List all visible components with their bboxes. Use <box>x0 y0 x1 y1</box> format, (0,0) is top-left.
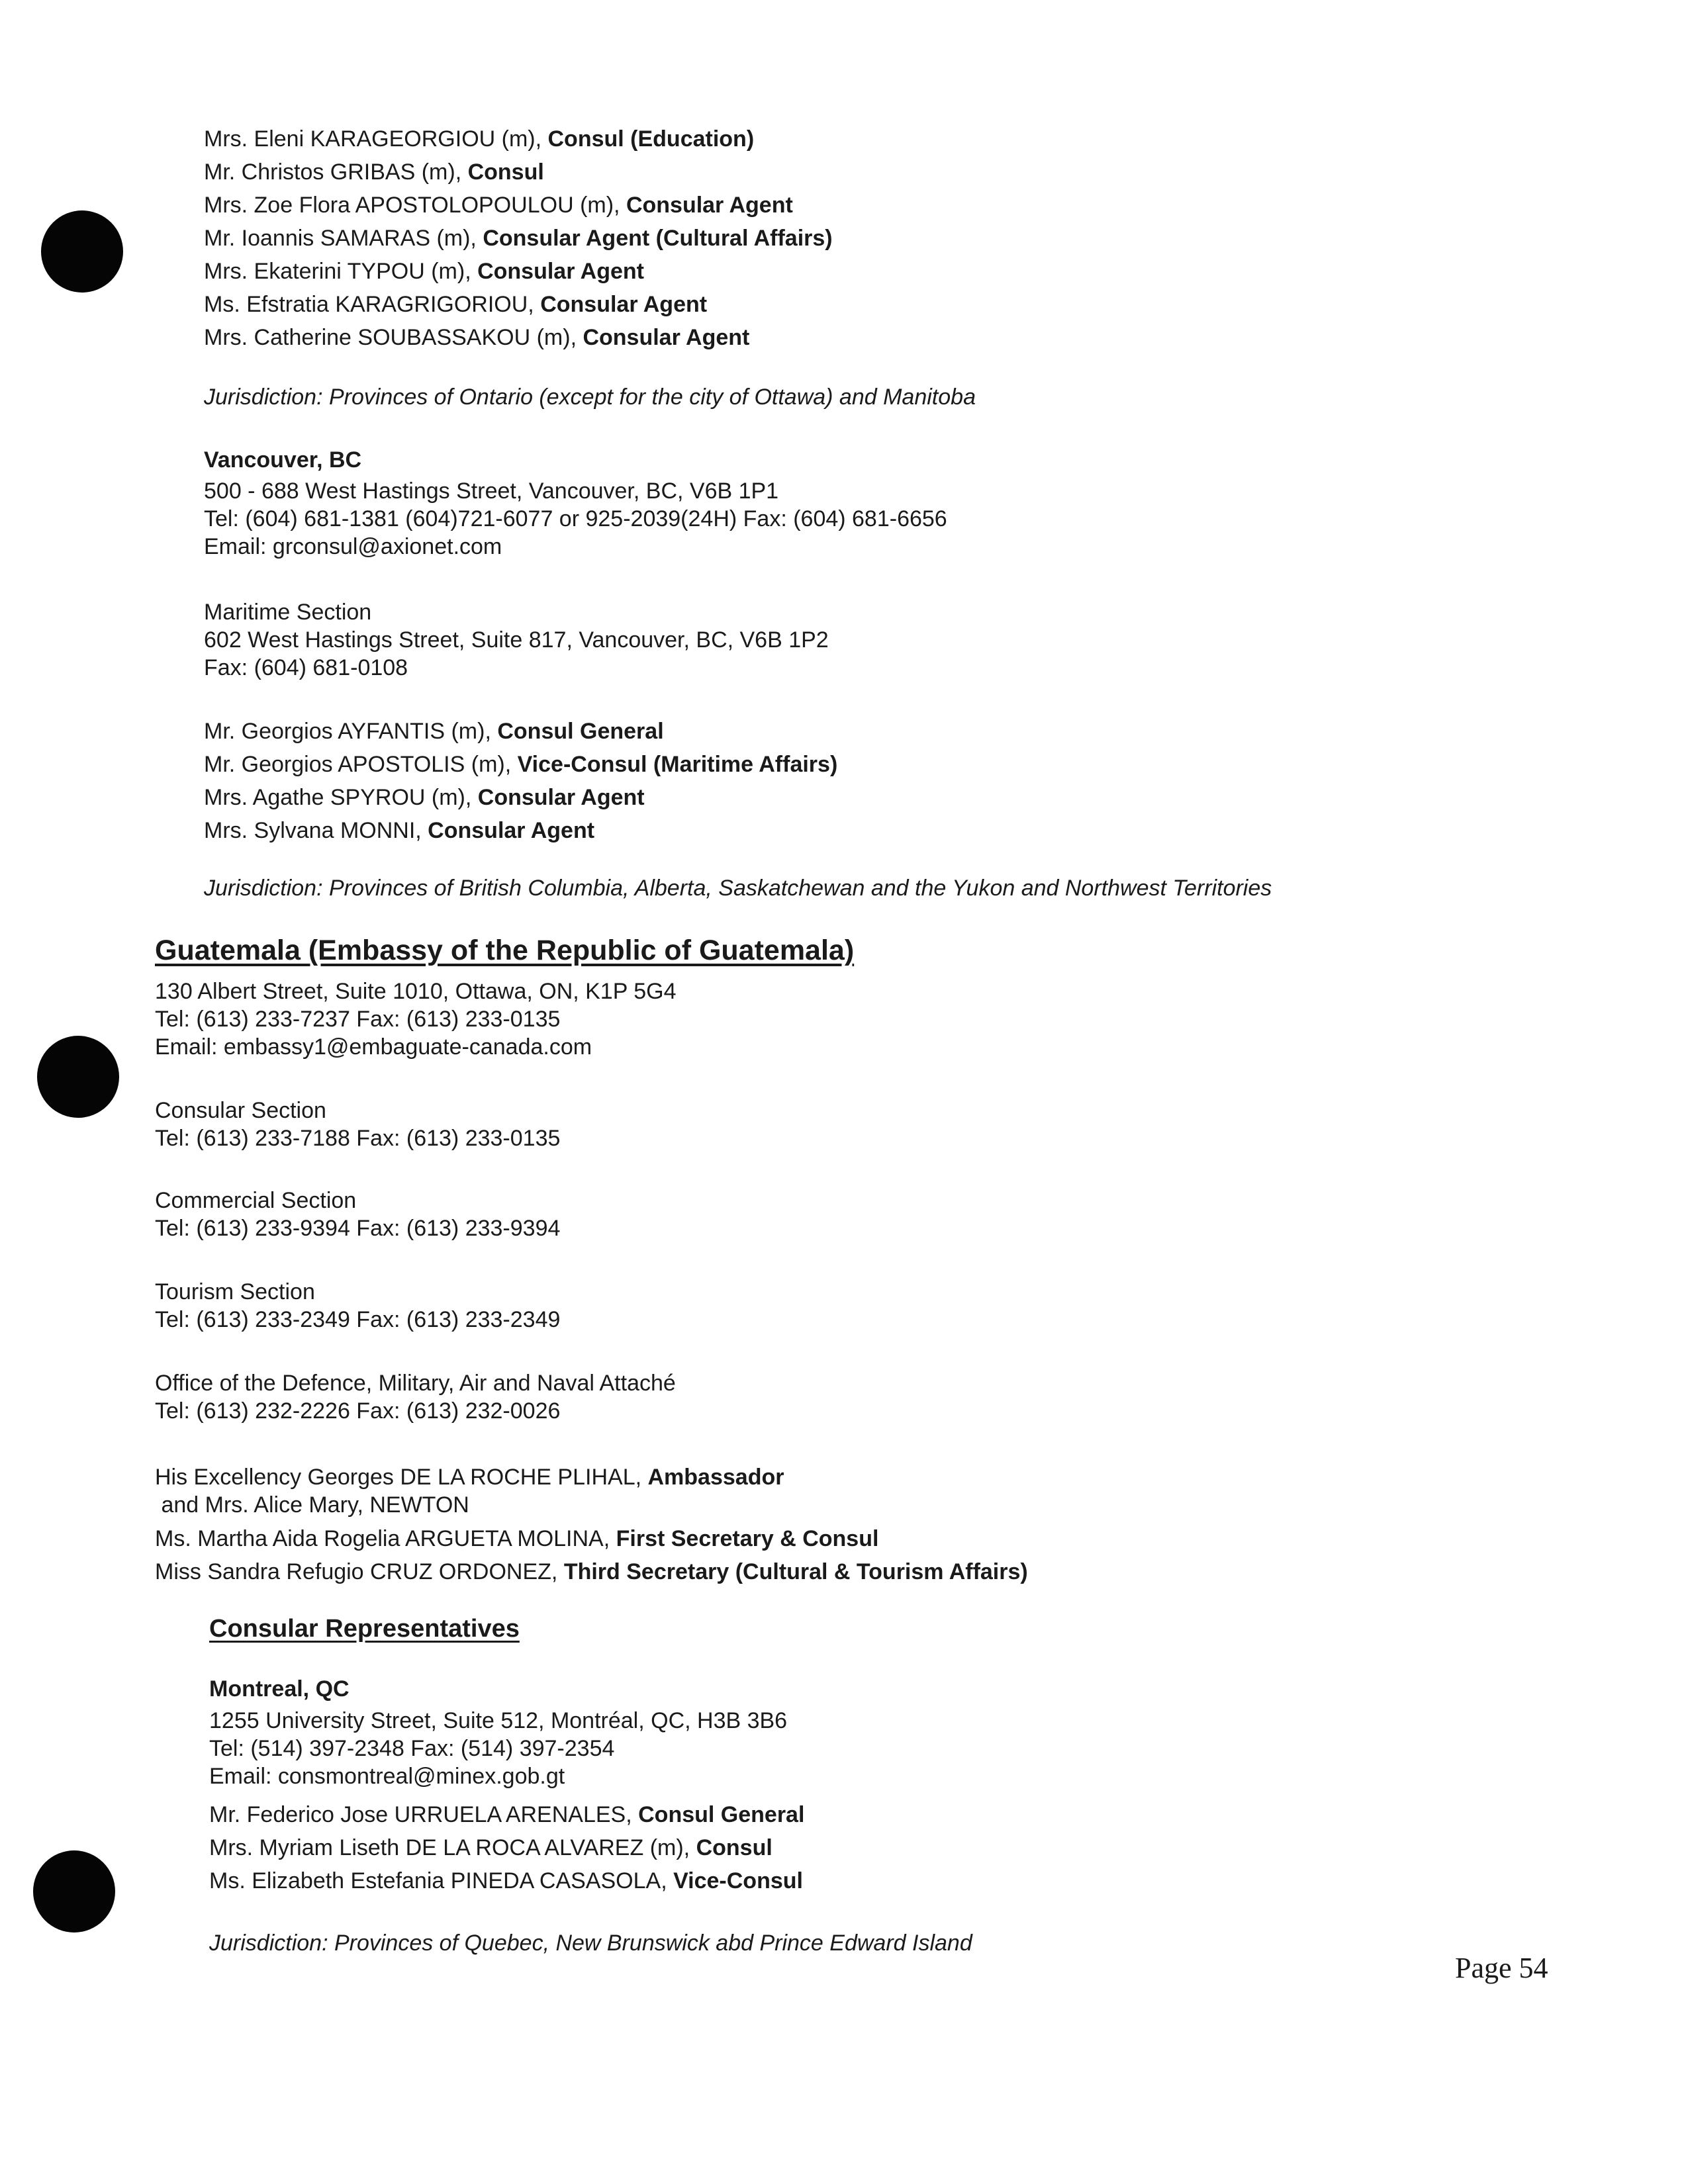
staff-title: Consular Agent <box>477 785 645 810</box>
staff-title: Third Secretary (Cultural & Tourism Affairs) <box>563 1559 1028 1584</box>
staff-title: Consul <box>467 159 544 185</box>
section-title: Maritime Section <box>204 600 372 625</box>
address-text: 1255 University Street, Suite 512, Montréal, QC, H3B 3B6 <box>209 1708 788 1733</box>
staff-title: Vice-Consul (Maritime Affairs) <box>517 752 838 777</box>
staff-line <box>155 1525 878 1552</box>
punch-hole-middle <box>37 1036 119 1118</box>
email-text: Email: embassy1@embaguate-canada.com <box>155 1034 592 1060</box>
staff-line <box>204 817 594 844</box>
staff-name: Mr. Georgios APOSTOLIS (m), <box>204 752 518 777</box>
staff-line <box>204 291 707 318</box>
address-text: 602 West Hastings Street, Suite 817, Vancouver, BC, V6B 1P2 <box>204 627 829 653</box>
section-title: Tourism Section <box>155 1279 315 1304</box>
staff-name: Mr. Federico Jose URRUELA ARENALES, <box>209 1802 639 1827</box>
staff-name: Mrs. Zoe Flora APOSTOLOPOULOU (m), <box>204 193 626 218</box>
staff-line <box>155 1464 784 1490</box>
country-heading: Guatemala (Embassy of the Republic of Guatemala) <box>155 934 855 966</box>
staff-name: Mrs. Ekaterini TYPOU (m), <box>204 259 478 284</box>
section-title: Consular Section <box>155 1098 326 1123</box>
spouse-text: and Mrs. Alice Mary, NEWTON <box>155 1492 469 1518</box>
city-heading: Montreal, QC <box>209 1676 350 1702</box>
page-number: Page 54 <box>1455 1952 1548 1984</box>
staff-title: Consular Agent <box>540 292 708 317</box>
punch-hole-bottom <box>33 1850 115 1933</box>
staff-title: Consular Agent <box>583 325 750 350</box>
staff-name: His Excellency Georges DE LA ROCHE PLIHAL, <box>155 1465 648 1490</box>
staff-name: Ms. Martha Aida Rogelia ARGUETA MOLINA, <box>155 1526 616 1551</box>
phone-text: Tel: (613) 233-7237 Fax: (613) 233-0135 <box>155 1007 561 1032</box>
staff-line <box>209 1835 773 1861</box>
staff-title: Ambassador <box>647 1465 784 1490</box>
address-text: 500 - 688 West Hastings Street, Vancouver, BC, V6B 1P1 <box>204 478 779 504</box>
phone-text: Tel: (613) 232-2226 Fax: (613) 232-0026 <box>155 1398 561 1424</box>
staff-title: Consular Agent <box>626 193 793 218</box>
staff-name: Mrs. Myriam Liseth DE LA ROCA ALVAREZ (m), <box>209 1835 696 1860</box>
staff-name: Mrs. Agathe SPYROU (m), <box>204 785 478 810</box>
staff-line <box>204 192 793 218</box>
staff-line <box>204 225 833 251</box>
staff-name: Ms. Efstratia KARAGRIGORIOU, <box>204 292 541 317</box>
staff-title: Consul (Education) <box>547 126 755 152</box>
staff-title: Consular Agent (Cultural Affairs) <box>483 226 833 251</box>
jurisdiction-text: Jurisdiction: Provinces of Ontario (except for the city of Ottawa) and Manitoba <box>204 385 976 410</box>
fax-text: Fax: (604) 681-0108 <box>204 655 408 680</box>
staff-line <box>204 751 837 778</box>
staff-line <box>204 718 664 745</box>
email-text: Email: grconsul@axionet.com <box>204 534 502 559</box>
staff-name: Mr. Christos GRIBAS (m), <box>204 159 468 185</box>
phone-text: Tel: (604) 681-1381 (604)721-6077 or 925-2039(24H) Fax: (604) 681-6656 <box>204 506 947 531</box>
staff-name: Mrs. Sylvana MONNI, <box>204 818 428 843</box>
phone-text: Tel: (514) 397-2348 Fax: (514) 397-2354 <box>209 1736 615 1761</box>
staff-title: Consul General <box>638 1802 805 1827</box>
staff-line <box>204 324 749 351</box>
staff-line <box>204 258 644 285</box>
email-text: Email: consmontreal@minex.gob.gt <box>209 1764 565 1789</box>
consular-representatives-heading: Consular Representatives <box>209 1615 520 1643</box>
jurisdiction-text: Jurisdiction: Provinces of British Columbia, Alberta, Saskatchewan and the Yukon and Northwest Territories <box>204 876 1272 901</box>
staff-name: Mrs. Catherine SOUBASSAKOU (m), <box>204 325 583 350</box>
staff-name: Mr. Ioannis SAMARAS (m), <box>204 226 483 251</box>
jurisdiction-text: Jurisdiction: Provinces of Quebec, New Brunswick abd Prince Edward Island <box>209 1931 972 1956</box>
phone-text: Tel: (613) 233-2349 Fax: (613) 233-2349 <box>155 1307 561 1332</box>
address-text: 130 Albert Street, Suite 1010, Ottawa, ON, K1P 5G4 <box>155 979 677 1004</box>
staff-name: Mr. Georgios AYFANTIS (m), <box>204 719 498 744</box>
staff-title: Consular Agent <box>428 818 595 843</box>
staff-title: Consular Agent <box>477 259 644 284</box>
phone-text: Tel: (613) 233-7188 Fax: (613) 233-0135 <box>155 1126 561 1151</box>
staff-title: Consul General <box>497 719 664 744</box>
staff-line <box>204 784 645 811</box>
staff-name: Miss Sandra Refugio CRUZ ORDONEZ, <box>155 1559 564 1584</box>
punch-hole-top <box>41 210 123 293</box>
section-title: Office of the Defence, Military, Air and Naval Attaché <box>155 1371 676 1396</box>
section-title: Commercial Section <box>155 1188 357 1213</box>
staff-line <box>209 1868 803 1894</box>
staff-line <box>209 1801 804 1828</box>
staff-name: Mrs. Eleni KARAGEORGIOU (m), <box>204 126 548 152</box>
staff-line <box>204 126 754 152</box>
staff-line <box>204 159 544 185</box>
city-heading: Vancouver, BC <box>204 447 362 473</box>
staff-name: Ms. Elizabeth Estefania PINEDA CASASOLA, <box>209 1868 674 1893</box>
staff-title: Vice-Consul <box>673 1868 803 1893</box>
phone-text: Tel: (613) 233-9394 Fax: (613) 233-9394 <box>155 1216 561 1241</box>
staff-title: First Secretary & Consul <box>616 1526 879 1551</box>
staff-line <box>155 1559 1028 1585</box>
staff-title: Consul <box>696 1835 773 1860</box>
